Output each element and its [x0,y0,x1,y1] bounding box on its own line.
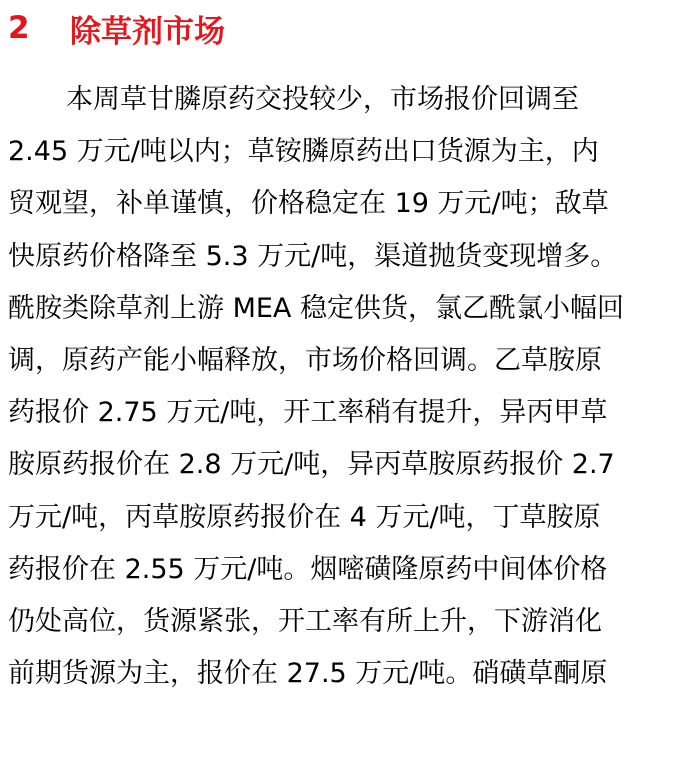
paragraph [8,74,673,700]
paragraph-line: 酰胺类除草剂上游 MEA 稳定供货，氯乙酰氯小幅回 [8,292,624,324]
paragraph-line: 本周草甘膦原药交投较少，市场报价回调至 [66,84,579,115]
section-title: 除草剂市场 [70,13,225,50]
paragraph-line: 胺原药报价在 2.8 万元/吨，异丙草胺原药报价 2.7 [8,449,615,481]
paragraph-line: 贸观望，补单谨慎，价格稳定在 19 万元/吨；敌草 [8,188,609,220]
paragraph-line: 药报价 2.75 万元/吨，开工率稍有提升，异丙甲草 [8,397,608,429]
paragraph-line: 前期货源为主，报价在 27.5 万元/吨。硝磺草酮原 [8,658,608,690]
section-heading [8,6,225,50]
section-number: 2 [8,10,30,46]
paragraph-line: 调，原药产能小幅释放，市场价格回调。乙草胺原 [8,344,602,376]
paragraph-line: 万元/吨，丙草胺原药报价在 4 万元/吨，丁草胺原 [8,501,601,533]
paragraph-line: 仍处高位，货源紧张，开工率有所上升，下游消化 [8,605,602,637]
paragraph-line: 2.45 万元/吨以内；草铵膦原药出口货源为主，内 [8,136,599,168]
paragraph-line: 药报价在 2.55 万元/吨。烟嘧磺隆原药中间体价格 [8,553,608,585]
paragraph-line: 快原药价格降至 5.3 万元/吨，渠道抛货变现增多。 [8,240,618,272]
